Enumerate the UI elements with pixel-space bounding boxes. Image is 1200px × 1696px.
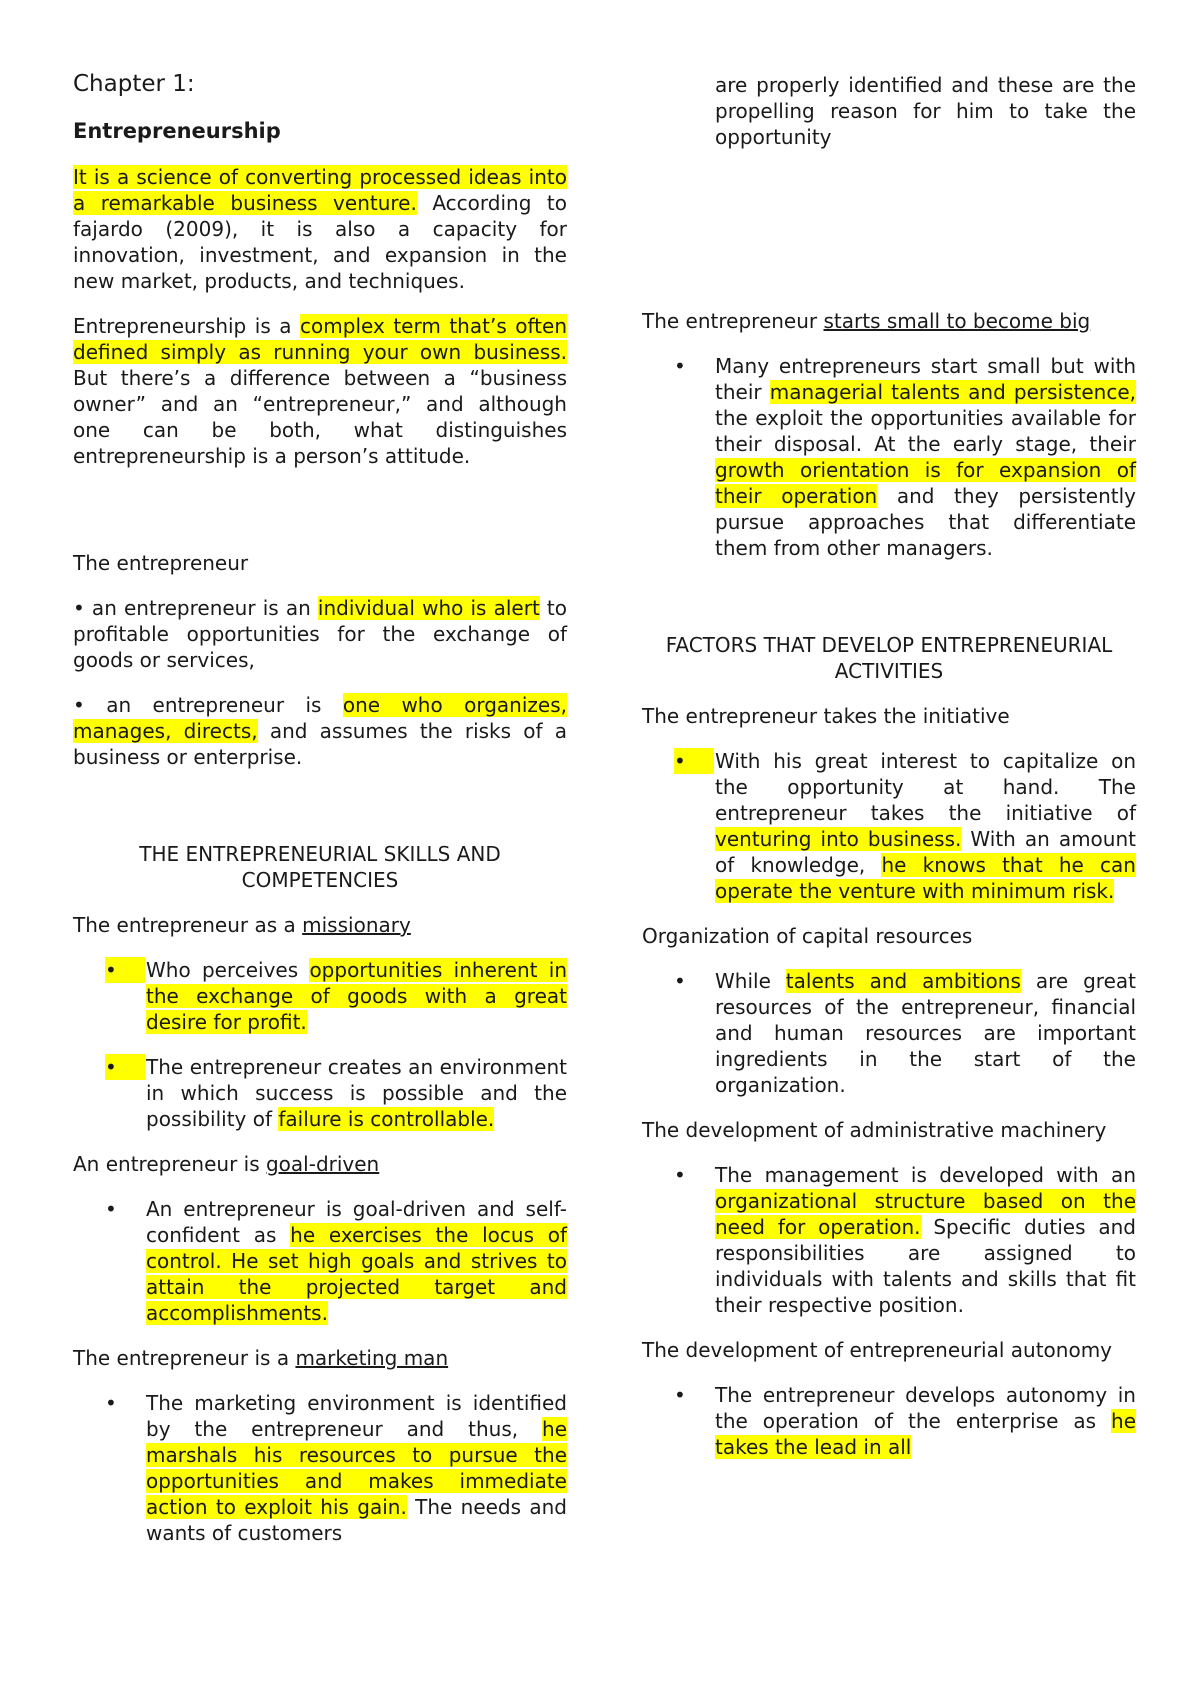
highlight: individual who is alert [317, 596, 540, 620]
highlight: managerial talents and persistence, [769, 380, 1136, 404]
bullet-icon: • [674, 354, 686, 378]
underlined-text: starts small to become big [823, 309, 1091, 333]
text: Specific duties and responsibilities are assigned to individuals with talents and skills that fit their respective position. [715, 1215, 1136, 1317]
text: and assumes the risks of a business or enterprise. [73, 719, 567, 769]
highlight: he takes the lead in all [715, 1409, 1136, 1459]
admin-list [642, 1162, 1136, 1318]
list-item [73, 1054, 567, 1132]
text: The entrepreneur is a [73, 1346, 296, 1370]
list-item [73, 1390, 567, 1546]
bullet-icon: • [674, 748, 714, 774]
admin-subheading: The development of administrative machinery [642, 1118, 1107, 1142]
list-item [73, 1196, 567, 1326]
bullet-icon: • [674, 1383, 686, 1407]
text: the exploit the opportunities available for their disposal. At the early stage, their [715, 406, 1136, 456]
text: • an entrepreneur is [73, 693, 343, 717]
highlight: organizational structure based on the need for operation. [715, 1189, 1136, 1239]
bullet-icon: • [674, 969, 686, 993]
bullet-icon: • [105, 1197, 117, 1221]
highlight: he marshals his resources to pursue the opportunities and makes immediate action to exploit his gain. [146, 1417, 567, 1519]
spacer [73, 488, 567, 550]
text: to profitable opportunities for the exchange of goods or services, [73, 596, 568, 672]
marketing-list [73, 1390, 567, 1546]
text: are great resources of the entrepreneur, financial and human resources are important ingredients in the start of the organization. [715, 969, 1136, 1097]
initiative-subheading: The entrepreneur takes the initiative [642, 704, 1010, 728]
highlight: opportunities inherent in the exchange of goods with a great desire for profit. [146, 958, 567, 1034]
text: While [715, 969, 786, 993]
bullet-icon: • [105, 957, 145, 983]
section-heading-entrepreneurship: Entrepreneurship [73, 119, 281, 143]
highlight: complex term that’s often defined simply as running your own business. [73, 314, 567, 364]
text: The entrepreneur develops autonomy in the operation of the enterprise as [715, 1383, 1136, 1433]
bullet-icon: • [674, 1163, 686, 1187]
list-item [642, 748, 1136, 904]
chapter-title: Chapter 1: [73, 71, 195, 97]
initiative-list [642, 748, 1136, 904]
goal-list [73, 1196, 567, 1326]
highlight: failure is controllable. [278, 1107, 495, 1131]
underlined-text: marketing man [295, 1346, 449, 1370]
text: and they persistently pursue approaches that differentiate them from other managers. [715, 484, 1136, 560]
list-item [73, 957, 567, 1035]
text: The entrepreneur creates an environment in which success is possible and the possibility of [146, 1055, 567, 1131]
text: With an amount of knowledge, [715, 827, 1136, 877]
spacer [73, 789, 567, 841]
text: An entrepreneur is goal-driven and self-confident as [146, 1197, 567, 1247]
highlight: growth orientation is for expansion of their operation [715, 458, 1136, 508]
spacer [642, 580, 1136, 632]
list-item [642, 353, 1136, 561]
text: Many entrepreneurs start small but with their [715, 354, 1136, 404]
goal-subheading [73, 1151, 567, 1177]
text: The needs and wants of customers [146, 1495, 567, 1545]
highlight: one who organizes, manages, directs, [73, 693, 567, 743]
highlight: It is a science of converting processed ideas into a remarkable business venture. [73, 165, 567, 215]
right-column [642, 308, 1136, 1479]
text: But there’s a difference between a “business owner” and an “entrepreneur,” and although one can be both, what distinguishes entrepreneurship is a person’s attitude. [73, 366, 567, 468]
list-item [642, 968, 1136, 1098]
autonomy-subheading: The development of entrepreneurial autonomy [642, 1338, 1113, 1362]
text: • an entrepreneur is an [73, 596, 318, 620]
text: With his great interest to capitalize on the opportunity at hand. The entrepreneur takes the initiative of [715, 749, 1136, 825]
capital-list [642, 968, 1136, 1098]
text: Entrepreneurship is a [73, 314, 301, 338]
missionary-subheading [73, 912, 567, 938]
list-item [642, 1382, 1136, 1460]
capital-subheading: Organization of capital resources [642, 924, 973, 948]
continued-text: are properly identified and these are the propelling reason for him to take the opportunity [715, 73, 1136, 149]
autonomy-list [642, 1382, 1136, 1460]
text: The entrepreneur [642, 309, 824, 333]
missionary-list [73, 957, 567, 1132]
entrepreneur-title: The entrepreneur [73, 551, 249, 575]
small-list [642, 353, 1136, 561]
dot-item-organizes [73, 692, 567, 770]
list-item [642, 1162, 1136, 1318]
highlight: he exercises the locus of control. He set high goals and strives to attain the projected target and accomplishments. [146, 1223, 567, 1325]
highlight: he knows that he can operate the venture with minimum risk. [715, 853, 1136, 903]
text: An entrepreneur is [73, 1152, 266, 1176]
factors-heading: FACTORS THAT DEVELOP ENTREPRENEURIAL ACTIVITIES [665, 633, 1113, 683]
text: Who perceives [146, 958, 310, 982]
underlined-text: missionary [302, 913, 411, 937]
text: The marketing environment is identified by the entrepreneur and thus, [146, 1391, 567, 1441]
text: According to fajardo (2009), it is also a capacity for innovation, investment, and expansion in the new market, products, and techniques. [73, 191, 567, 293]
dot-item-alert [73, 595, 567, 673]
skills-heading: THE ENTREPRENEURIAL SKILLS AND COMPETENCIES [139, 842, 501, 892]
small-subheading [642, 308, 1136, 334]
bullet-icon: • [105, 1054, 145, 1080]
highlight: talents and ambitions [785, 969, 1021, 993]
definition-paragraph [73, 164, 567, 294]
text: The entrepreneur as a [73, 913, 303, 937]
bullet-icon: • [105, 1391, 117, 1415]
attitude-paragraph [73, 313, 567, 469]
marketing-subheading [73, 1345, 567, 1371]
highlight: venturing into business. [715, 827, 962, 851]
text: The management is developed with an [715, 1163, 1136, 1187]
underlined-text: goal-driven [265, 1152, 380, 1176]
left-column [73, 70, 567, 1565]
